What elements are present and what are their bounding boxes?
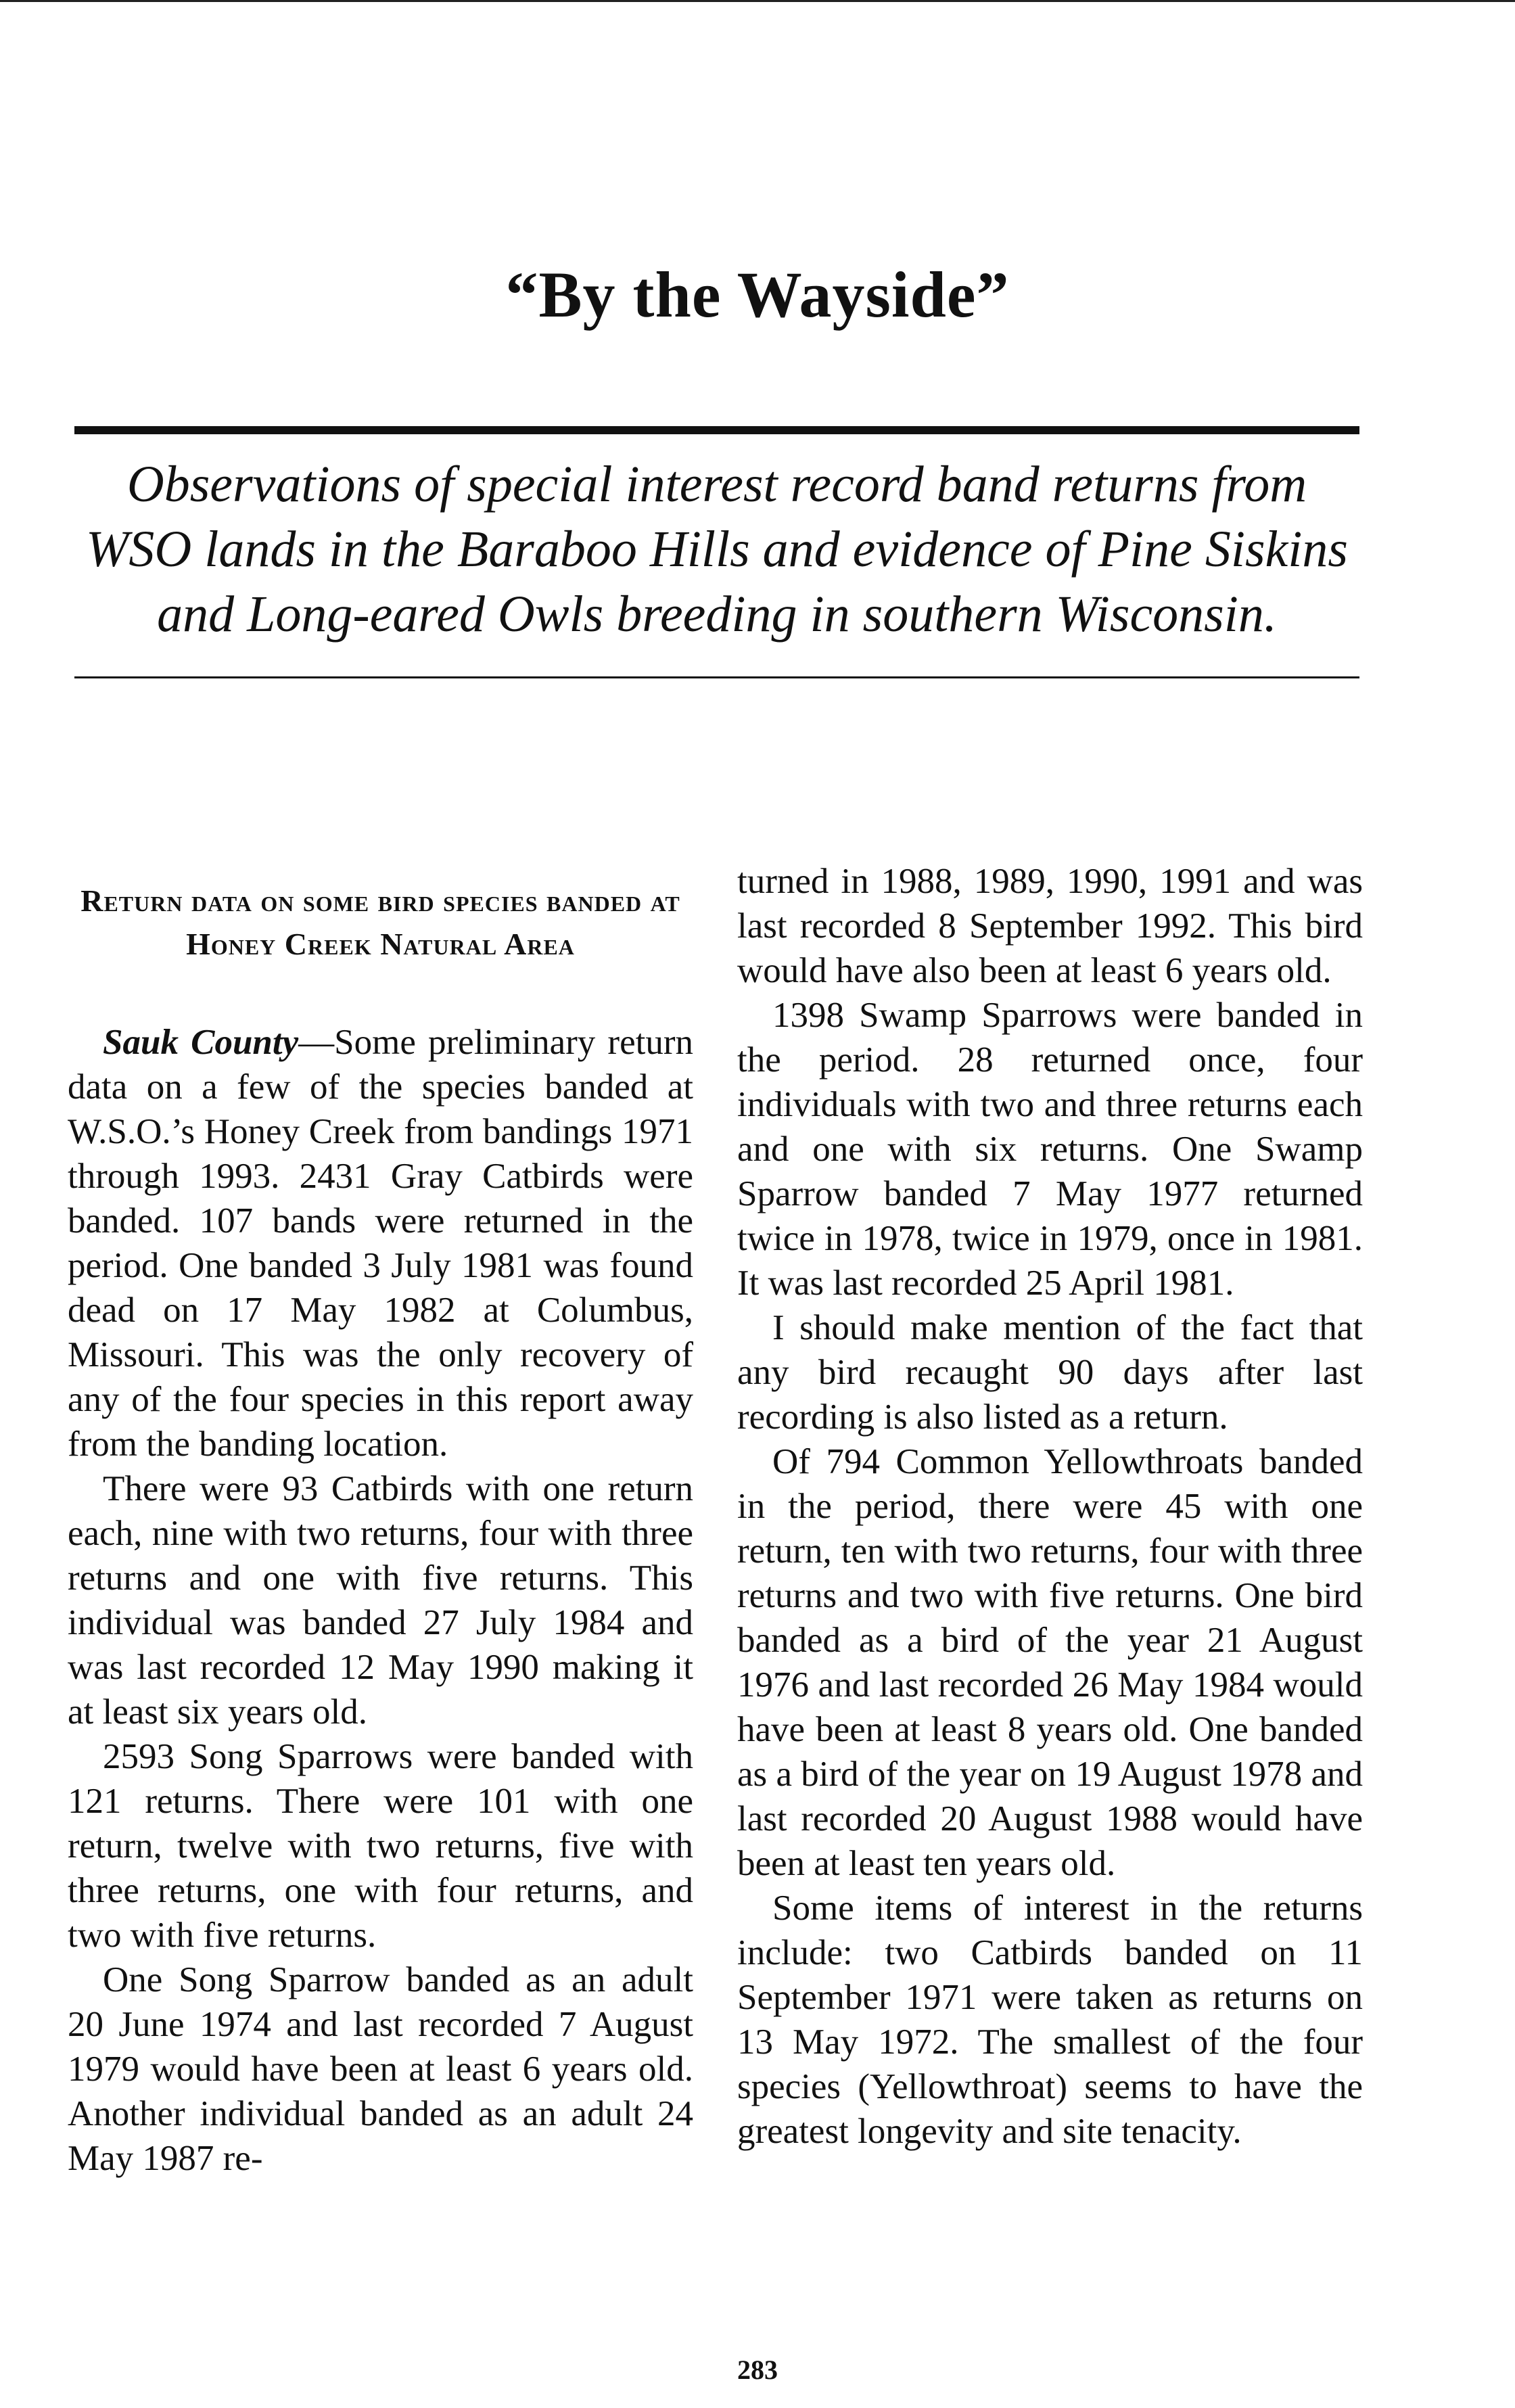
right-column [737,859,1363,2154]
article-title: “By the Wayside” [505,258,1010,331]
body-paragraph: Of 794 Common Yellowthroats banded in the period, there were 45 with one return, ten with two returns, four with three returns and two with five returns. One bird banded as a bird of the year 21 August 1976 and last recorded 26 May 1984 would have been at least 8 years old. One banded as a bird of the year on 19 August 1978 and last recorded 20 August 1988 would have been at least ten years old. [737,1442,1363,1883]
lead-text: —Some preliminary return data on a few of the species banded at W.S.O.’s Honey Creek from bandings 1971 through 1993. 2431 Gray Catbirds were banded. 107 bands were returned in the period. One banded 3 July 1981 was found dead on 17 May 1982 at Columbus, Missouri. This was the only recovery of any of the four species in this report away from the banding location. [68,1023,693,1464]
section-heading: Return data on some bird species banded at Honey Creek Natural Area [80,883,680,961]
subtitle-divider-thin [74,676,1359,678]
article-subtitle: Observations of special interest record band returns from WSO lands in the Baraboo Hills and evidence of Pine Siskins and Long-eared Owls breeding in southern Wisconsin. [86,456,1348,643]
lead-paragraph [68,1020,693,1466]
body-paragraph: 1398 Swamp Sparrows were banded in the period. 28 returned once, four individuals with two and three returns each and one with six returns. One Swamp Sparrow banded 7 May 1977 returned twice in 1978, twice in 1979, once in 1981. It was last recorded 25 April 1981. [737,996,1363,1303]
page-number: 283 [737,2355,778,2385]
body-paragraph-continued: turned in 1988, 1989, 1990, 1991 and was last recorded 8 September 1992. This bird would have also been at least 6 years old. [737,862,1363,990]
left-column [68,859,693,2181]
body-paragraph: One Song Sparrow banded as an adult 20 June 1974 and last recorded 7 August 1979 would have been at least 6 years old. Another individual banded as an adult 24 May 1987 re- [68,1960,693,2178]
body-paragraph: 2593 Song Sparrows were banded with 121 returns. There were 101 with one return, twelve with two returns, five with three returns, one with four returns, and two with five returns. [68,1737,693,1955]
top-rule [0,0,1515,2]
body-paragraph: There were 93 Catbirds with one return each, nine with two returns, four with three returns and one with five returns. This individual was banded 27 July 1984 and was last recorded 12 May 1990 making it at least six years old. [68,1469,693,1732]
body-paragraph: Some items of interest in the returns include: two Catbirds banded on 11 September 1971 were taken as returns on 13 May 1972. The smallest of the four species (Yellowthroat) seems to have the greatest longevity and site tenacity. [737,1889,1363,2151]
title-divider-thick [74,426,1359,434]
lead-place: Sauk County [103,1023,299,1062]
body-paragraph: I should make mention of the fact that any bird recaught 90 days after last recording is also listed as a return. [737,1308,1363,1437]
